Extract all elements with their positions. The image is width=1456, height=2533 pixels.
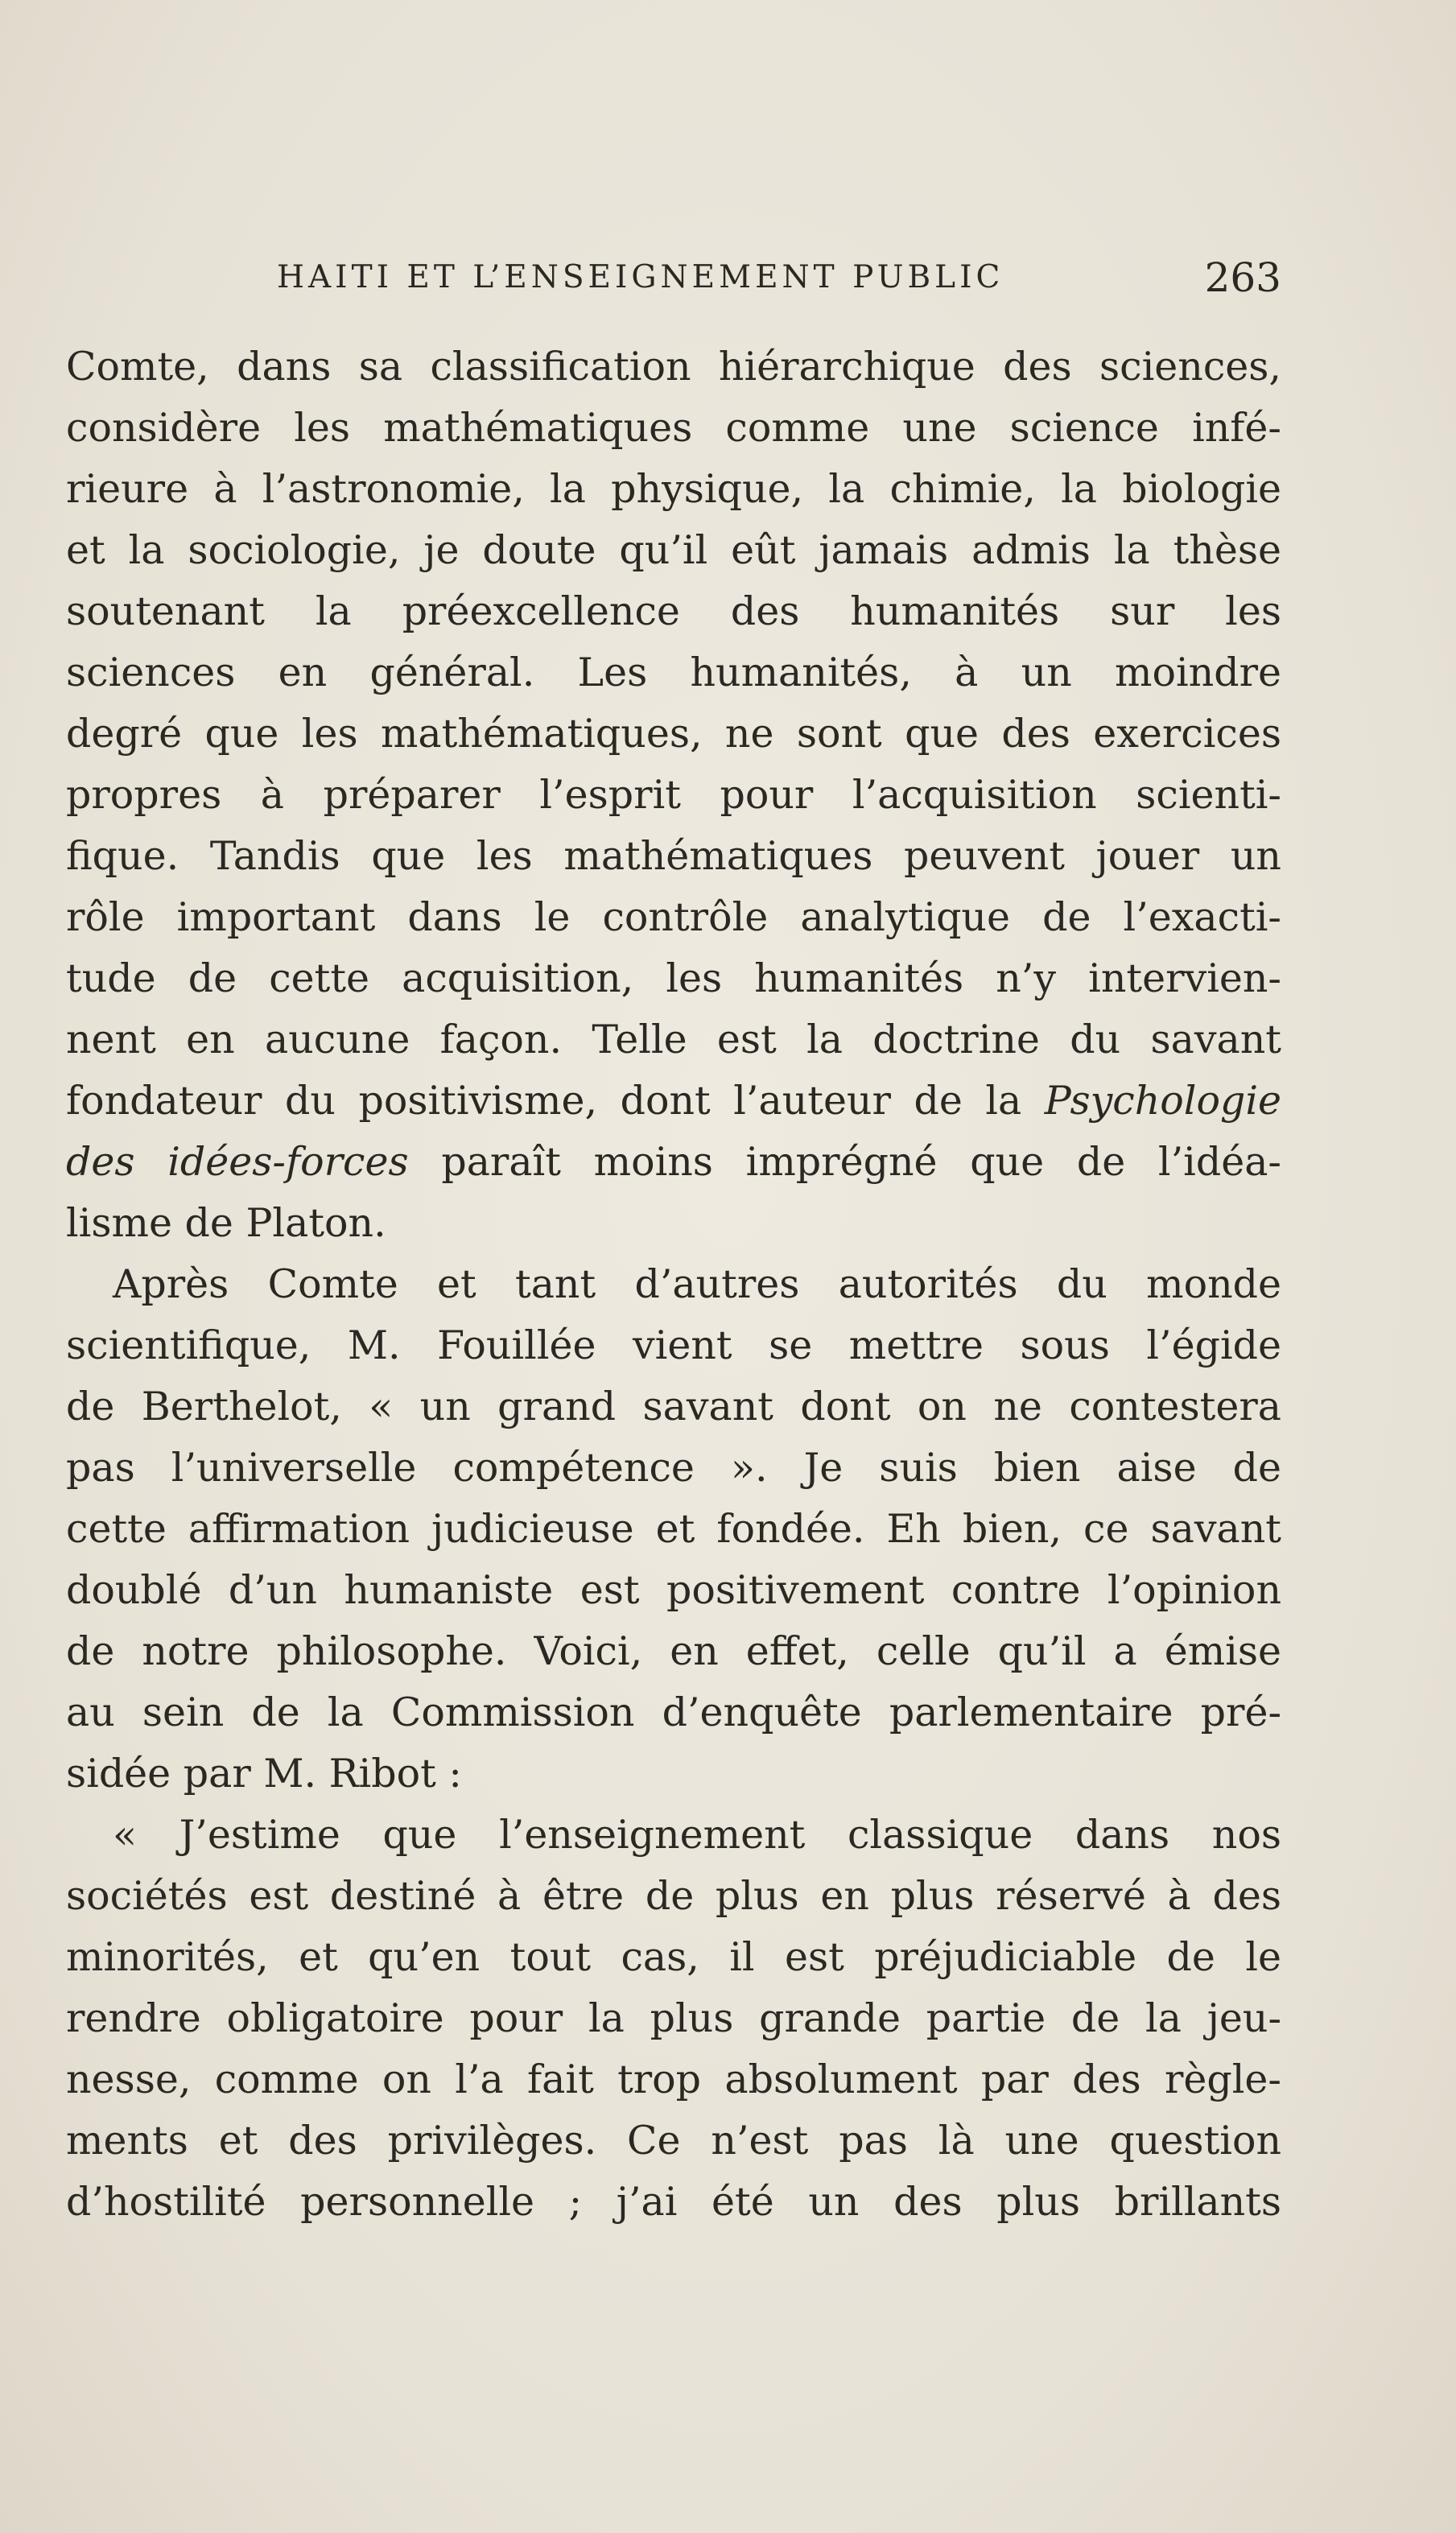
text-line: et la sociologie, je doute qu’il eût jamais admis la thèse — [66, 527, 1281, 573]
text-line: degré que les mathématiques, ne sont que des exercices — [66, 711, 1281, 757]
text-line: soutenant la préexcellence des humanités sur les — [66, 588, 1281, 634]
text-line: doublé d’un humaniste est positivement contre l’opinion — [66, 1567, 1281, 1613]
text-line: sidée par M. Ribot : — [66, 1751, 462, 1797]
text-line: Comte, dans sa classification hiérarchique des sciences, — [66, 344, 1281, 390]
line-text: paraît moins imprégné que de l’idéa- — [408, 1139, 1281, 1185]
italic-book-title: Psychologie — [1044, 1078, 1281, 1124]
text-line: ments et des privilèges. Ce n’est pas là une question — [66, 2118, 1281, 2164]
text-line: minorités, et qu’en tout cas, il est préjudiciable de le — [66, 1934, 1281, 1980]
text-line: « J’estime que l’enseignement classique dans nos — [113, 1812, 1281, 1858]
line-text: fondateur du positivisme, dont l’auteur de la — [66, 1078, 1045, 1124]
text-line: cette affirmation judicieuse et fondée. Eh bien, ce savant — [66, 1506, 1281, 1552]
text-line: de notre philosophe. Voici, en effet, celle qu’il a émise — [66, 1628, 1281, 1674]
text-line: rôle important dans le contrôle analytique de l’exacti- — [66, 894, 1281, 940]
text-line: d’hostilité personnelle ; j’ai été un des plus brillants — [66, 2179, 1281, 2225]
page-number: 263 — [1204, 254, 1281, 301]
text-line: sociétés est destiné à être de plus en plus réservé à des — [66, 1873, 1281, 1919]
text-line: lisme de Platon. — [66, 1200, 386, 1246]
text-line-with-italic-title — [66, 1071, 1281, 1132]
text-line: propres à préparer l’esprit pour l’acquisition scienti- — [66, 772, 1281, 818]
text-line: nesse, comme on l’a fait trop absolument par des règle- — [66, 2057, 1281, 2102]
text-line-with-italic-title — [66, 1132, 1281, 1193]
body-text — [66, 336, 1281, 2233]
text-line: rendre obligatoire pour la plus grande partie de la jeu- — [66, 1995, 1281, 2041]
running-title: HAITI ET L’ENSEIGNEMENT PUBLIC — [277, 259, 1004, 295]
text-line: Après Comte et tant d’autres autorités du monde — [113, 1261, 1281, 1307]
running-head — [66, 254, 1281, 302]
text-line: considère les mathématiques comme une science infé- — [66, 405, 1281, 451]
text-line: tude de cette acquisition, les humanités n’y intervien- — [66, 955, 1281, 1001]
text-line: de Berthelot, « un grand savant dont on ne contestera — [66, 1384, 1281, 1429]
text-line: rieure à l’astronomie, la physique, la chimie, la biologie — [66, 466, 1281, 512]
text-line: nent en aucune façon. Telle est la doctrine du savant — [66, 1017, 1281, 1062]
text-line: fique. Tandis que les mathématiques peuvent jouer un — [66, 833, 1281, 879]
italic-book-title: des idées-forces — [66, 1139, 409, 1185]
text-line: pas l’universelle compétence ». Je suis bien aise de — [66, 1445, 1281, 1491]
text-line: au sein de la Commission d’enquête parlementaire pré- — [66, 1689, 1281, 1735]
text-line: scientifique, M. Fouillée vient se mettre sous l’égide — [66, 1322, 1281, 1368]
text-line: sciences en général. Les humanités, à un moindre — [66, 650, 1281, 695]
